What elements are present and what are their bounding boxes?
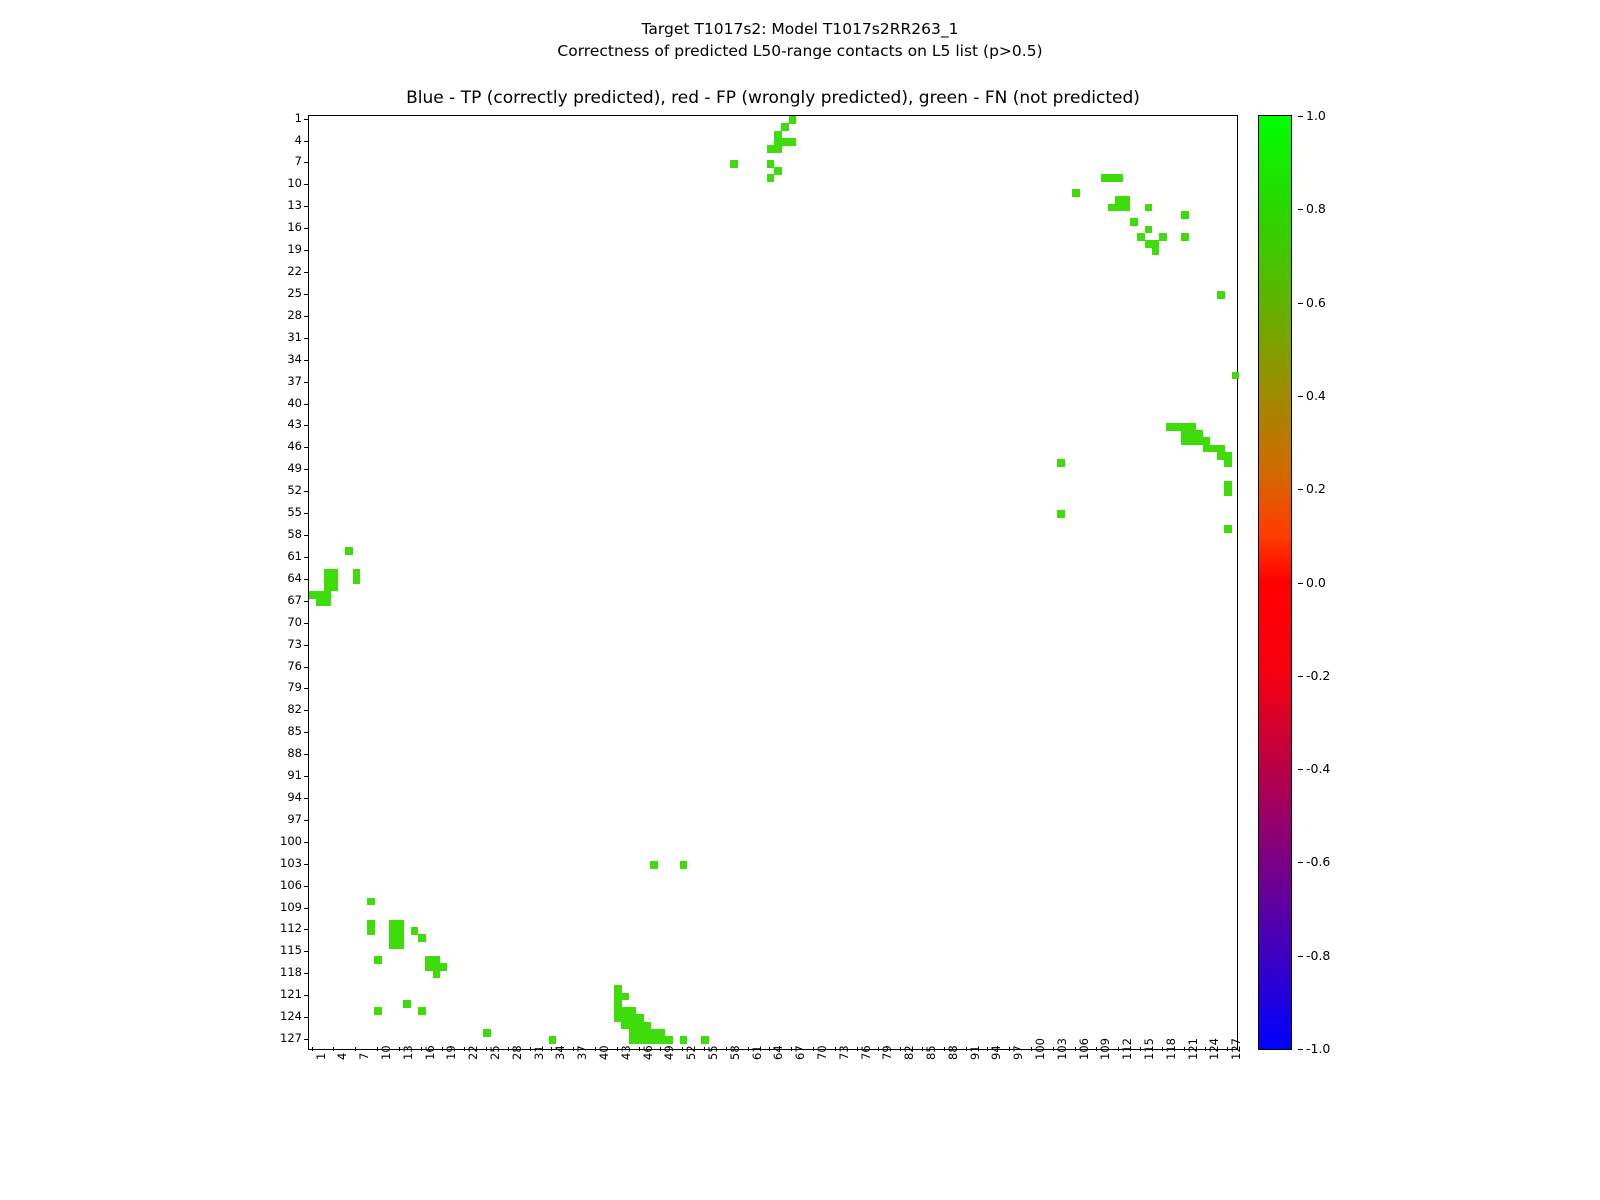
y-axis-tick-label: 22 (287, 264, 302, 279)
y-axis-tick-label: 79 (287, 680, 302, 695)
x-axis-tick-label: 34 (553, 1045, 568, 1060)
y-axis-tick-mark (304, 272, 308, 273)
x-axis-tick-label: 106 (1076, 1038, 1091, 1060)
colorbar-tick-mark (1298, 396, 1303, 397)
heatmap-cell (774, 167, 782, 175)
x-axis-tick-mark (1184, 1047, 1185, 1051)
x-axis-tick-mark (355, 1047, 356, 1051)
y-axis-tick-mark (304, 119, 308, 120)
colorbar-tick-mark (1298, 1049, 1303, 1050)
heatmap-cell (1181, 211, 1189, 219)
x-axis-tick-label: 52 (684, 1045, 699, 1060)
y-axis-tick-label: 28 (287, 307, 302, 322)
y-axis-tick-mark (304, 820, 308, 821)
x-axis-tick-label: 58 (727, 1045, 742, 1060)
heatmap-cell (374, 956, 382, 964)
x-axis-tick-label: 112 (1120, 1038, 1135, 1060)
heatmap-cell (367, 927, 375, 935)
y-axis-tick-mark (304, 929, 308, 930)
x-axis-tick-mark (922, 1047, 923, 1051)
x-axis-tick-label: 28 (509, 1045, 524, 1060)
y-axis-tick-mark (304, 732, 308, 733)
x-axis-labels (308, 1038, 1244, 1112)
y-axis-tick-label: 13 (287, 198, 302, 213)
y-axis-tick-label: 1 (294, 110, 302, 125)
x-axis-tick-label: 37 (575, 1045, 590, 1060)
x-axis-tick-label: 40 (596, 1045, 611, 1060)
y-axis-tick-mark (304, 513, 308, 514)
y-axis-tick-label: 58 (287, 527, 302, 542)
heatmap-cell (324, 598, 332, 606)
y-axis-tick-mark (304, 973, 308, 974)
heatmap-cells (309, 116, 1237, 1049)
y-axis-tick-label: 55 (287, 505, 302, 520)
y-axis-tick-label: 73 (287, 636, 302, 651)
colorbar-tick-mark (1298, 862, 1303, 863)
x-axis-tick-label: 46 (640, 1045, 655, 1060)
chart-title-line2: Correctness of predicted L50-range contacts on L5 list (p>0.5) (557, 42, 1043, 60)
y-axis-tick-label: 97 (287, 811, 302, 826)
x-axis-tick-label: 67 (793, 1045, 808, 1060)
y-axis-tick-mark (304, 886, 308, 887)
y-axis-tick-mark (304, 250, 308, 251)
heatmap-cell (1224, 489, 1232, 497)
y-axis-tick-label: 7 (294, 154, 302, 169)
x-axis-tick-mark (595, 1047, 596, 1051)
y-axis-tick-mark (304, 601, 308, 602)
y-axis-tick-label: 127 (280, 1031, 302, 1046)
y-axis-tick-label: 88 (287, 746, 302, 761)
y-axis-tick-label: 19 (287, 242, 302, 257)
heatmap-cell (1072, 189, 1080, 197)
x-axis-tick-mark (508, 1047, 509, 1051)
y-axis-tick-label: 43 (287, 417, 302, 432)
y-axis-tick-mark (304, 951, 308, 952)
x-axis-tick-mark (442, 1047, 443, 1051)
colorbar-tick-label: 0.6 (1306, 294, 1326, 310)
chart-legend-text: Blue - TP (correctly predicted), red - FP (wrongly predicted), green - FN (not predicted) (406, 88, 1140, 108)
x-axis-tick-label: 19 (444, 1045, 459, 1060)
y-axis-tick-mark (304, 404, 308, 405)
y-axis-tick-mark (304, 908, 308, 909)
x-axis-tick-label: 73 (836, 1045, 851, 1060)
y-axis-tick-label: 16 (287, 220, 302, 235)
y-axis-labels (262, 110, 302, 1050)
y-axis-tick-label: 124 (280, 1009, 302, 1024)
x-axis-tick-mark (966, 1047, 967, 1051)
x-axis-tick-label: 88 (945, 1045, 960, 1060)
x-axis-tick-mark (748, 1047, 749, 1051)
heatmap-cell (418, 934, 426, 942)
y-axis-tick-label: 85 (287, 724, 302, 739)
y-axis-tick-label: 115 (280, 943, 302, 958)
chart-title-line1: Target T1017s2: Model T1017s2RR263_1 (641, 20, 959, 38)
heatmap-cell (331, 584, 339, 592)
y-axis-tick-mark (304, 623, 308, 624)
heatmap-cell (1217, 291, 1225, 299)
x-axis-tick-label: 103 (1054, 1038, 1069, 1060)
x-axis-tick-mark (835, 1047, 836, 1051)
x-axis-tick-label: 124 (1207, 1038, 1222, 1060)
colorbar-tick-label: 0.0 (1306, 574, 1326, 590)
y-axis-tick-mark (304, 162, 308, 163)
y-axis-tick-mark (304, 754, 308, 755)
x-axis-tick-label: 91 (967, 1045, 982, 1060)
heatmap-cell (433, 971, 441, 979)
x-axis-tick-label: 94 (989, 1045, 1004, 1060)
heatmap-cell (483, 1029, 491, 1037)
heatmap-cell (1145, 226, 1153, 234)
heatmap-cell (701, 1036, 709, 1044)
y-axis-tick-mark (304, 382, 308, 383)
x-axis-tick-label: 70 (814, 1045, 829, 1060)
colorbar-tick-label: 1.0 (1306, 108, 1326, 123)
x-axis-tick-label: 7 (357, 1052, 372, 1060)
y-axis-tick-label: 103 (280, 855, 302, 870)
heatmap-cell (1232, 372, 1240, 380)
y-axis-tick-mark (304, 557, 308, 558)
x-axis-tick-mark (312, 1047, 313, 1051)
heatmap-cell (1145, 204, 1153, 212)
y-axis-tick-mark (304, 645, 308, 646)
y-axis-tick-mark (304, 667, 308, 668)
y-axis-tick-mark (304, 316, 308, 317)
y-axis-tick-mark (304, 995, 308, 996)
y-axis-ticks (304, 115, 309, 1050)
heatmap-cell (367, 898, 375, 906)
heatmap-cell (1224, 525, 1232, 533)
colorbar-tick-label: 0.4 (1306, 387, 1326, 403)
y-axis-tick-mark (304, 535, 308, 536)
heatmap-cell (680, 1036, 688, 1044)
y-axis-tick-label: 100 (280, 833, 302, 848)
chart-title-block (0, 18, 1600, 62)
x-axis-tick-label: 55 (705, 1045, 720, 1060)
x-axis-tick-label: 25 (488, 1045, 502, 1060)
x-axis-tick-mark (900, 1047, 901, 1051)
y-axis-tick-label: 46 (287, 439, 302, 454)
colorbar-tick-mark (1298, 303, 1303, 304)
x-axis-tick-mark (857, 1047, 858, 1051)
x-axis-tick-label: 10 (379, 1045, 394, 1060)
colorbar-tick-label: -0.8 (1306, 947, 1331, 963)
x-axis-tick-mark (551, 1047, 552, 1051)
y-axis-tick-label: 64 (287, 570, 302, 585)
x-axis-tick-label: 31 (531, 1045, 546, 1060)
x-axis-tick-label: 79 (880, 1045, 895, 1060)
y-axis-tick-mark (304, 579, 308, 580)
heatmap-cell (1224, 459, 1232, 467)
colorbar-tick-mark (1298, 489, 1303, 490)
x-axis-tick-mark (1075, 1047, 1076, 1051)
heatmap-cell (1181, 233, 1189, 241)
y-axis-tick-label: 94 (287, 789, 302, 804)
x-axis-tick-label: 118 (1163, 1038, 1178, 1060)
y-axis-tick-mark (304, 776, 308, 777)
x-axis-tick-mark (1227, 1047, 1228, 1051)
heatmap-cell (1115, 174, 1123, 182)
x-axis-tick-label: 22 (466, 1045, 481, 1060)
x-axis-tick-mark (639, 1047, 640, 1051)
contact-map-plot (308, 115, 1238, 1050)
x-axis-tick-label: 49 (662, 1045, 677, 1060)
y-axis-tick-mark (304, 1039, 308, 1040)
x-axis-tick-label: 64 (771, 1045, 786, 1060)
x-axis-tick-mark (704, 1047, 705, 1051)
heatmap-cell (665, 1036, 673, 1044)
x-axis-tick-mark (1053, 1047, 1054, 1051)
y-axis-tick-mark (304, 798, 308, 799)
heatmap-cell (403, 1000, 411, 1008)
y-axis-tick-mark (304, 206, 308, 207)
y-axis-tick-mark (304, 360, 308, 361)
x-axis-tick-label: 85 (923, 1045, 938, 1060)
y-axis-tick-mark (304, 338, 308, 339)
heatmap-cell (1159, 233, 1167, 241)
x-axis-tick-label: 121 (1185, 1038, 1200, 1060)
colorbar-tick-mark (1298, 956, 1303, 957)
x-axis-tick-mark (1140, 1047, 1141, 1051)
colorbar-tick-mark (1298, 676, 1303, 677)
x-axis-tick-mark (987, 1047, 988, 1051)
y-axis-tick-label: 37 (287, 373, 302, 388)
x-axis-tick-label: 1 (313, 1052, 328, 1060)
heatmap-cell (1057, 510, 1065, 518)
y-axis-tick-mark (304, 864, 308, 865)
y-axis-tick-label: 112 (280, 921, 302, 936)
x-axis-tick-label: 100 (1032, 1038, 1047, 1060)
heatmap-cell (680, 861, 688, 869)
x-axis-tick-label: 109 (1098, 1038, 1113, 1060)
x-axis-tick-label: 82 (902, 1045, 917, 1060)
colorbar-tick-label: -1.0 (1306, 1041, 1331, 1056)
y-axis-tick-mark (304, 688, 308, 689)
y-axis-tick-label: 121 (280, 987, 302, 1002)
colorbar-tick-mark (1298, 209, 1303, 210)
x-axis-tick-label: 97 (1011, 1045, 1026, 1060)
y-axis-tick-label: 61 (287, 548, 302, 563)
y-axis-tick-label: 76 (287, 658, 302, 673)
x-axis-tick-mark (464, 1047, 465, 1051)
y-axis-tick-label: 31 (287, 329, 302, 344)
colorbar-tick-mark (1298, 583, 1303, 584)
y-axis-tick-label: 25 (287, 285, 302, 300)
y-axis-tick-mark (304, 294, 308, 295)
y-axis-tick-label: 82 (287, 702, 302, 717)
heatmap-cell (353, 576, 361, 584)
x-axis-tick-mark (813, 1047, 814, 1051)
y-axis-tick-label: 49 (287, 461, 302, 476)
y-axis-tick-mark (304, 469, 308, 470)
y-axis-tick-label: 106 (280, 877, 302, 892)
heatmap-cell (418, 1007, 426, 1015)
heatmap-cell (549, 1036, 557, 1044)
heatmap-cell (730, 160, 738, 168)
x-axis-tick-mark (1118, 1047, 1119, 1051)
heatmap-cell (650, 861, 658, 869)
heatmap-cell (1123, 204, 1131, 212)
heatmap-cell (789, 116, 797, 124)
y-axis-tick-label: 118 (280, 965, 302, 980)
x-axis-tick-label: 115 (1141, 1038, 1156, 1060)
y-axis-tick-label: 67 (287, 592, 302, 607)
x-axis-tick-mark (660, 1047, 661, 1051)
colorbar-tick-label: -0.6 (1306, 854, 1331, 870)
colorbar-tick-mark (1298, 116, 1303, 117)
y-axis-tick-mark (304, 447, 308, 448)
x-axis-tick-label: 13 (400, 1045, 415, 1060)
heatmap-cell (345, 547, 353, 555)
x-axis-tick-mark (726, 1047, 727, 1051)
y-axis-tick-mark (304, 228, 308, 229)
y-axis-tick-mark (304, 1017, 308, 1018)
x-axis-tick-mark (682, 1047, 683, 1051)
y-axis-tick-label: 40 (287, 395, 302, 410)
x-axis-tick-mark (1009, 1047, 1010, 1051)
x-axis-tick-label: 43 (618, 1045, 633, 1060)
colorbar-tick-label: -0.4 (1306, 761, 1331, 777)
x-axis-tick-label: 61 (749, 1045, 764, 1060)
heatmap-cell (440, 963, 448, 971)
colorbar-labels (1298, 108, 1358, 1056)
x-axis-tick-label: 16 (422, 1045, 437, 1060)
heatmap-cell (1057, 459, 1065, 467)
heatmap-cell (789, 138, 797, 146)
heatmap-cell (1130, 218, 1138, 226)
x-axis-tick-mark (1031, 1047, 1032, 1051)
x-axis-tick-mark (944, 1047, 945, 1051)
heatmap-cell (374, 1007, 382, 1015)
y-axis-tick-mark (304, 842, 308, 843)
heatmap-cell (774, 145, 782, 153)
y-axis-tick-label: 4 (294, 132, 302, 147)
y-axis-tick-mark (304, 184, 308, 185)
x-axis-tick-mark (791, 1047, 792, 1051)
x-axis-tick-mark (1205, 1047, 1206, 1051)
colorbar-tick-label: 0.2 (1306, 481, 1326, 497)
x-axis-tick-mark (421, 1047, 422, 1051)
heatmap-cell (781, 123, 789, 131)
y-axis-tick-label: 10 (287, 176, 302, 191)
y-axis-tick-mark (304, 491, 308, 492)
y-axis-tick-label: 70 (287, 614, 302, 629)
y-axis-tick-label: 34 (287, 351, 302, 366)
colorbar-tick-label: -0.2 (1306, 667, 1331, 683)
x-axis-tick-label: 127 (1229, 1038, 1244, 1060)
x-axis-tick-mark (769, 1047, 770, 1051)
y-axis-tick-mark (304, 425, 308, 426)
x-axis-tick-label: 4 (335, 1052, 350, 1060)
y-axis-tick-mark (304, 710, 308, 711)
heatmap-cell (767, 174, 775, 182)
x-axis-tick-label: 76 (858, 1045, 873, 1060)
y-axis-tick-label: 52 (287, 483, 302, 498)
x-axis-tick-mark (486, 1047, 487, 1051)
colorbar-tick-label: 0.8 (1306, 201, 1326, 217)
x-axis-tick-mark (333, 1047, 334, 1051)
x-axis-tick-mark (399, 1047, 400, 1051)
x-axis-tick-mark (573, 1047, 574, 1051)
y-axis-tick-label: 109 (280, 899, 302, 914)
x-axis-tick-mark (1162, 1047, 1163, 1051)
x-axis-tick-mark (617, 1047, 618, 1051)
colorbar-gradient (1258, 115, 1292, 1050)
heatmap-cell (621, 993, 629, 1001)
x-axis-tick-mark (1096, 1047, 1097, 1051)
x-axis-tick-mark (878, 1047, 879, 1051)
heatmap-cell (396, 941, 404, 949)
y-axis-tick-mark (304, 141, 308, 142)
x-axis-tick-mark (377, 1047, 378, 1051)
heatmap-cell (1152, 247, 1160, 255)
y-axis-tick-label: 91 (287, 768, 302, 783)
x-axis-tick-mark (530, 1047, 531, 1051)
colorbar-tick-mark (1298, 769, 1303, 770)
